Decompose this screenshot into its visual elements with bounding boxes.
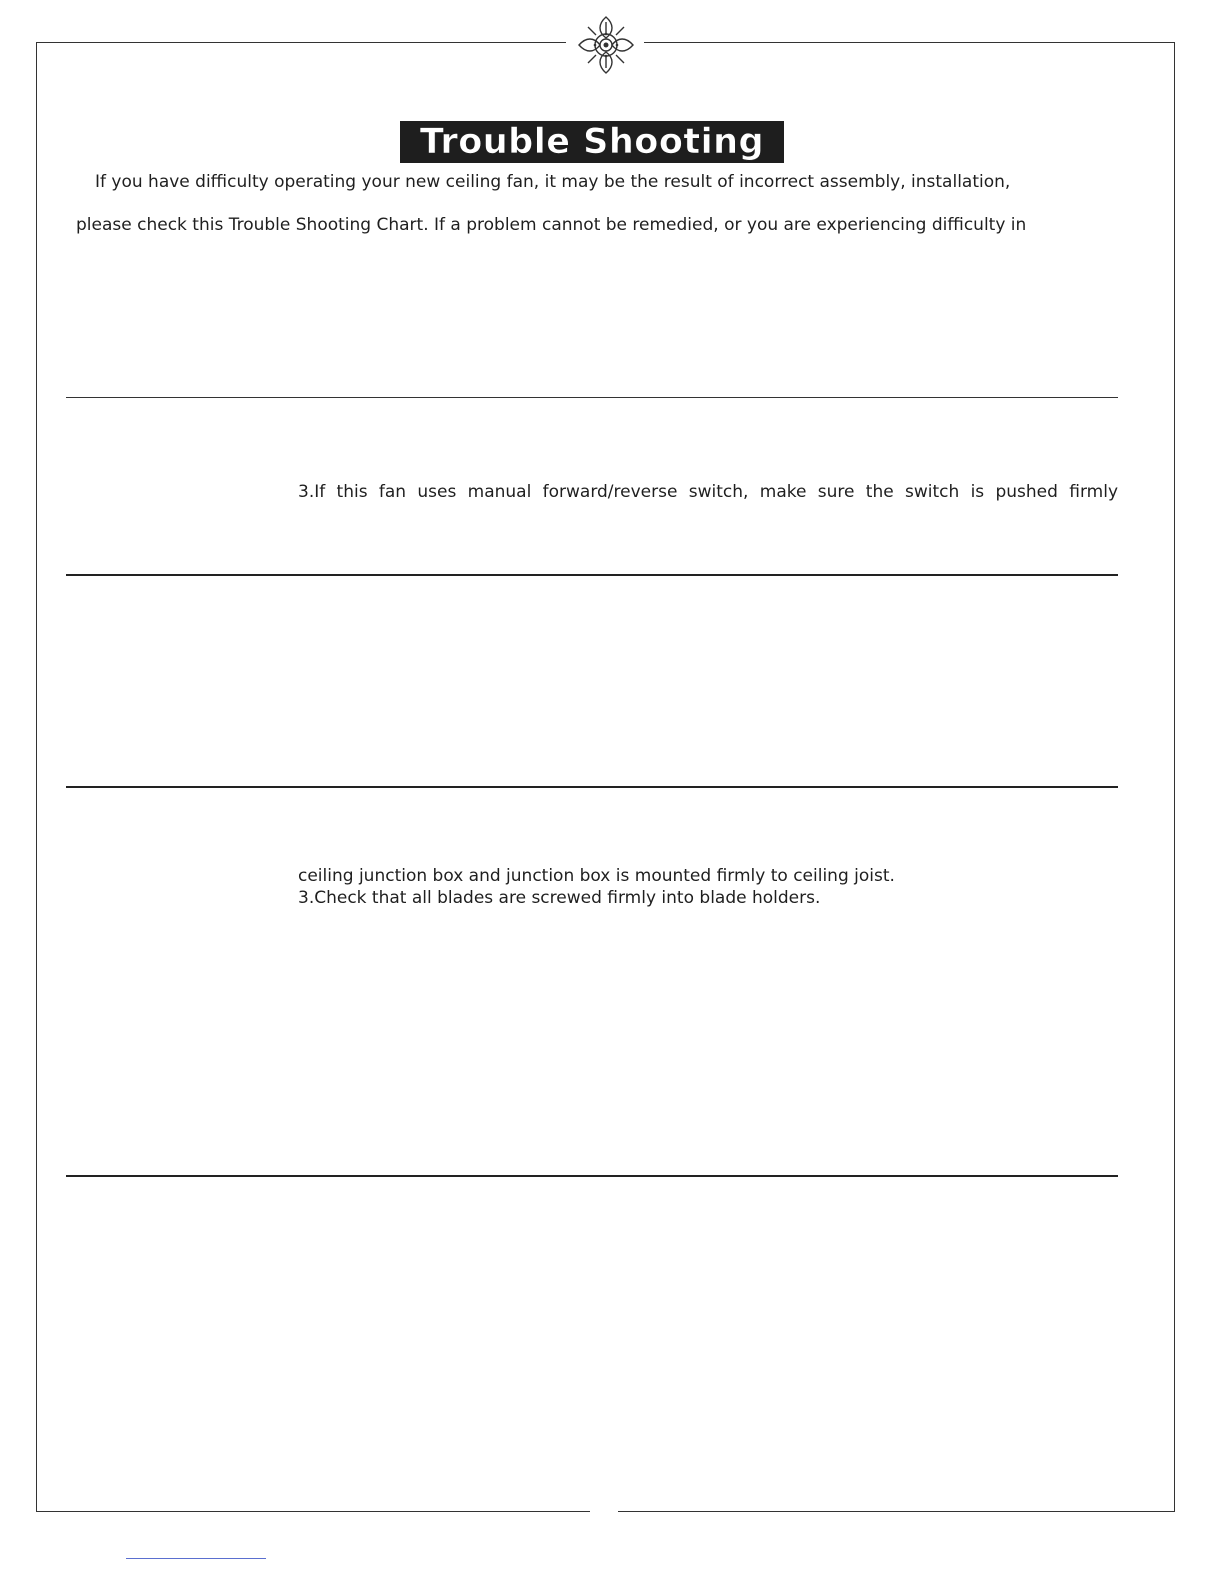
- section-divider: [66, 574, 1118, 576]
- solution-text-line: 3.If this fan uses manual forward/reverse switch, make sure the switch is pushed firmly: [298, 482, 1118, 502]
- page-title-banner: [400, 121, 784, 163]
- section-divider: [66, 1175, 1118, 1177]
- intro-paragraph-line-1: If you have difficulty operating your new ceiling fan, it may be the result of incorrect assembly, installation,: [95, 172, 1011, 192]
- solution-text-line: 3.Check that all blades are screwed firmly into blade holders.: [298, 888, 821, 908]
- section-divider: [66, 786, 1118, 788]
- decorative-medallion-icon: [576, 14, 636, 76]
- page-frame-bottom-left: [36, 1511, 590, 1512]
- footer-link-underline: [126, 1558, 266, 1559]
- page-frame-bottom-right: [618, 1511, 1175, 1512]
- solution-text-line: ceiling junction box and junction box is mounted firmly to ceiling joist.: [298, 866, 895, 886]
- intro-paragraph-line-2: please check this Trouble Shooting Chart. If a problem cannot be remedied, or you are experiencing difficulty in: [76, 215, 1027, 235]
- page-frame-top-left: [36, 42, 566, 43]
- section-divider: [66, 397, 1118, 398]
- page-frame-right: [1174, 42, 1175, 1512]
- page-frame-top-right: [644, 42, 1175, 43]
- page-title: Trouble Shooting: [419, 121, 765, 162]
- page-frame-left: [36, 42, 37, 1512]
